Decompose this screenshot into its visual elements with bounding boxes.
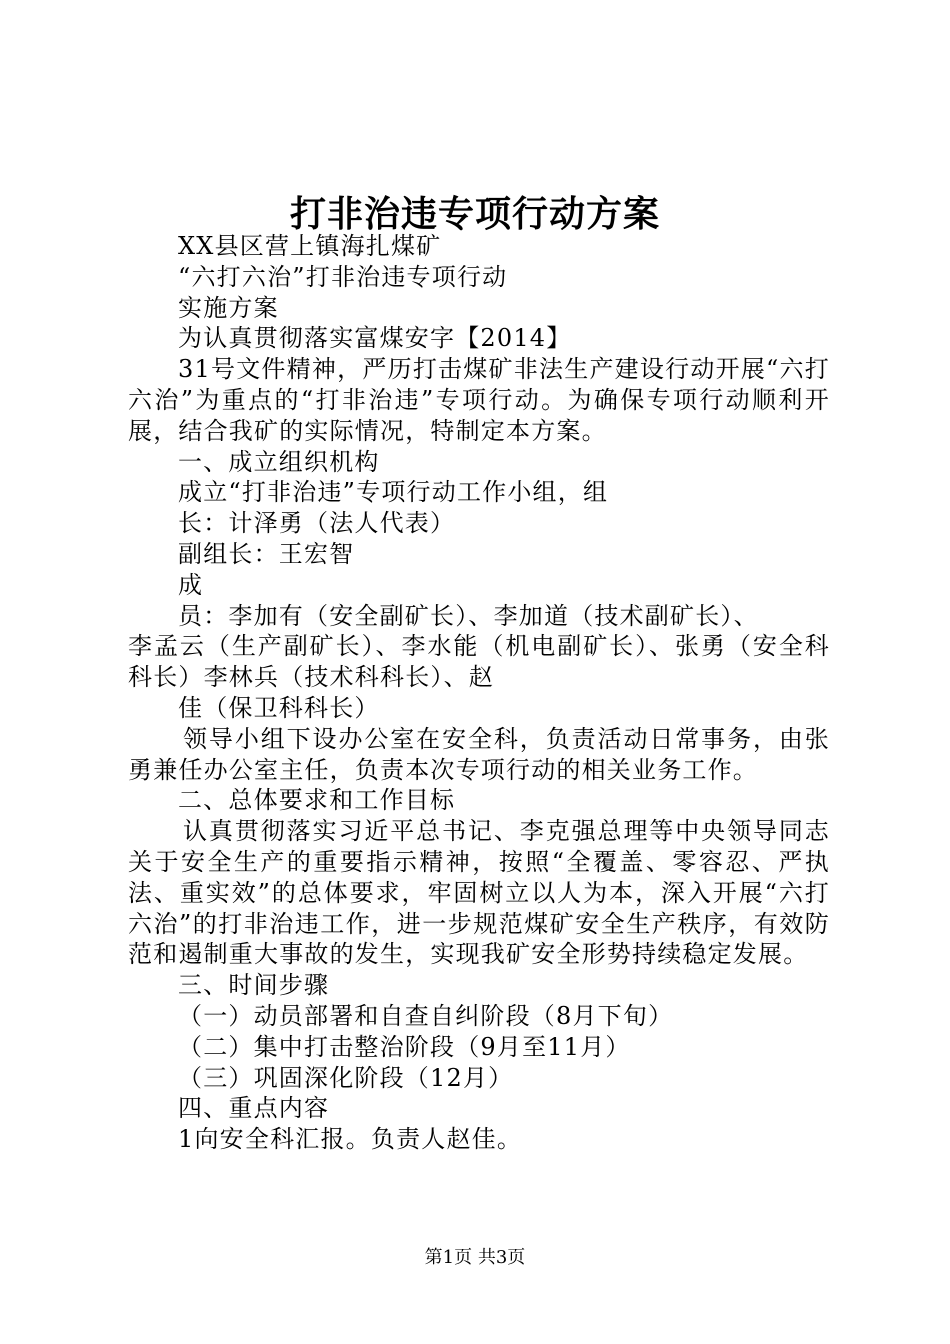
paragraph: 佳（保卫科科长） bbox=[178, 693, 380, 722]
paragraph: 认真贯彻落实习近平总书记、李克强总理等中央领导同志关于安全生产的重要指示精神，按照“全覆盖、零容忍、严执法、重实效”的总体要求，牢固树立以人为本，深入开展“六打六治”的打非治违工作，进一步规范煤矿安全生产秩序，有效防范和遏制重大事故的发生，实现我矿安全形势持续稳定发展。 bbox=[128, 817, 830, 969]
paragraph: 实施方案 bbox=[178, 293, 279, 322]
paragraph: “六打六治”打非治违专项行动 bbox=[178, 262, 508, 291]
paragraph: 1向安全科汇报。负责人赵佳。 bbox=[178, 1125, 523, 1154]
paragraph: 副组长：王宏智 bbox=[178, 539, 355, 568]
section-heading: 三、时间步骤 bbox=[178, 971, 330, 1000]
section-heading: 四、重点内容 bbox=[178, 1094, 330, 1123]
section-heading: 二、总体要求和工作目标 bbox=[178, 786, 456, 815]
section-heading: 一、成立组织机构 bbox=[178, 447, 380, 476]
paragraph: （二）集中打击整治阶段（9月至11月） bbox=[178, 1032, 631, 1061]
paragraph: 领导小组下设办公室在安全科，负责活动日常事务，由张勇兼任办公室主任，负责本次专项行动的相关业务工作。 bbox=[128, 724, 830, 784]
paragraph: XX县区营上镇海扎煤矿 bbox=[178, 232, 442, 260]
paragraph: 成立“打非治违”专项行动工作小组，组 bbox=[178, 478, 609, 507]
paragraph: 31号文件精神，严历打击煤矿非法生产建设行动开展“六打六治”为重点的“打非治违”专项行动。为确保专项行动顺利开展，结合我矿的实际情况，特制定本方案。 bbox=[128, 355, 830, 445]
document-body bbox=[128, 231, 830, 1155]
paragraph: 成 bbox=[178, 570, 204, 599]
paragraph: （三）巩固深化阶段（12月） bbox=[178, 1063, 514, 1092]
paragraph: 李孟云（生产副矿长）、李水能（机电副矿长）、张勇（安全科科长）李林兵（技术科科长）、赵 bbox=[128, 632, 830, 692]
paragraph: 为认真贯彻落实富煤安字【2014】 bbox=[178, 324, 572, 353]
page-footer: 第1页 共3页 bbox=[424, 1247, 526, 1268]
paragraph: 员：李加有（安全副矿长）、李加道（技术副矿长）、 bbox=[178, 601, 759, 630]
page-title: 打非治违专项行动方案 bbox=[289, 193, 660, 235]
paragraph: 长：计泽勇（法人代表） bbox=[178, 509, 456, 538]
paragraph: （一）动员部署和自查自纠阶段（8月下旬） bbox=[178, 1001, 674, 1030]
